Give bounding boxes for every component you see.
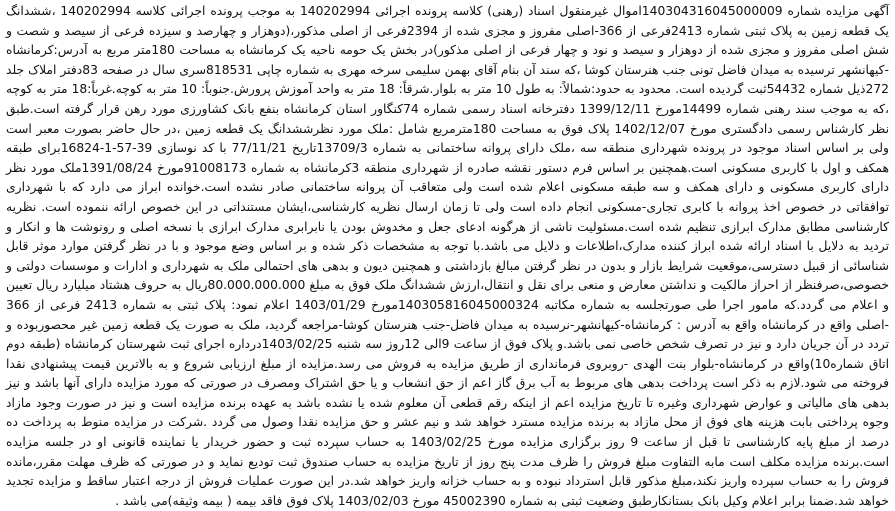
auction-notice-text: آگهی مزایده شماره 140304316045000009اموال غیرمنقول اسناد (رهنی) کلاسه پرونده اجرائی 140202994 به موجب پرونده اجرائی کلاسه 140202994 ،ششدانگ یک قطعه زمین به پلاک ثبتی شماره 2413فرعی از 366-اصلی مفروز و مجزی شده از 2394فرعی از اصلی مذکور،(دوهزار و چهارصد و سیزده فرعی از سیصد و شصت و شش اصلی مفروز و مجزی شده از دوهزار و سیصد و نود و چهار فرعی از اصلی مذکور)در بخش یک حومه ناحیه یک کرمانشاه به مساحت 180متر مربع به آدرس:کرمانشاه -کیهانشهر ترسیده به میدان فاضل تونی جنب هنرستان کوشا ،که سند آن بنام آقای بهمن سلیمی سرخه مهری به شماره چاپی 818531سری سال در صفحه 83دفتر املاک جلد 272ذیل شماره 54432ثبت گردیده است. محدود به حدود:شمالاً: به طول 10 متر به بلوار.شرقاً: 18 متر به واحد آموزش پرورش.جنوباً: 10 متر به کوچه.غرباً:18 متر به کوچه ،که به موجب سند رهنی شماره 14499مورخ 1399/12/11 دفترخانه اسناد رسمی شماره 74کنگاور استان کرمانشاه بنفع بانک کشاورزی مورد رهن قرار گرفته است.طبق نظر کارشناس رسمی دادگستری مورخ 1402/12/07 پلاک فوق به مساحت 180مترمربع شامل :ملک مورد نظرششدانگ یک قطعه زمین ،در حال حاضر بصورت معبر است ولی بر اساس اسناد موجود در پرونده شهرداری منطقه سه ،ملک دارای پروانه ساختمانی به شماره 13709/3تاریخ 77/11/21 با کد نوسازی 39-57-1-16824برای طبقه همکف و اول با کاربری مسکونی است.همچنین بر اساس فرم دستور نقشه صادره از شهرداری منطقه 3کرمانشاه به شماره 91008173مورخ 1391/08/24ملک مورد نظر دارای کاربری مسکونی و دارای همکف و سه طبقه مسکونی اعلام شده است ولی متعاقب آن پروانه ساختمانی صادر نشده است.خوانده ابراز می دارد که با شهرداری توافقاتی در خصوص اخذ پروانه با کابری تجاری-مسکونی انجام داده است ولی تا زمان ارسال نظریه کارشناسی،ایشان مستنداتی در این خصوص ارائه ننموده است. نظریه کارشناسی مطابق مدارک ابرازی تنظیم شده است.مسئولیت ناشی از هرگونه ادعای جعل و مخدوش بودن یا نابرابری مدارک ابرازی با نسخه اصلی و رونوشت ها و انکار و تردید به دلایل با اسناد ارائه شده ابراز کننده مدارک،اطلاعات و دلایل می باشد.با توجه به مشخصات ذکر شده و بر اساس وضع موجود و با در نظر گرفتن موارد موثر قابل شناسائی از قبیل دسترسی،موقعیت شرایط بازار و بدون در نظر گرفتن مبالغ بازداشتی و همچنین دیون و بدهی های احتمالی ملک به شهرداری و ادارات و موسسات دولتی و خصوصی،صرفنظر از احراز مالکیت و نداشتن معارض و منعی برای نقل و انتقال،ارزش ششدانگ ملک فوق به مبلغ 80.000.000.000ریال به حروف هشتاد میلیارد ریال تعیین و اعلام می گردد.که مامور اجرا طی صورتجلسه به شماره مکاتبه 140305816045000324مورخ 1403/01/29 اعلام نمود: پلاک ثبتی به شماره 2413 فرعی از 366 -اصلی واقع در کرمانشاه واقع به آدرس : کرمانشاه-کیهانشهر-نرسیده به میدان فاضل-جنب هنرستان کوشا-مراجعه گردید، ملک به صورت یک قطعه زمین غیر محصوربوده و تردد در آن جریان دارد و نیز در تصرف شخص خاصی نمی باشد.و پلاک فوق از ساعت 9الی 12روز سه شنبه 1403/02/25درداره اجرای ثبت شهرستان کرمانشاه (طبقه دوم اتاق شماره10)واقع در کرمانشاه-بلوار بنت الهدی -روبروی فرمانداری از طریق مزایده به فروش می رسد.مزایده از مبلغ ارزیابی شروع و به بالاترین قیمت پیشنهادی نقدا فروخته می شود.لازم به ذکر است پرداخت بدهی های مربوط به آب برق گاز اعم از حق انشعاب و یا حق اشتراک ومصرف در صورتی که مورد مزایده دارای آنها باشد و نیز بدهی های مالیاتی و عوارض شهرداری وغیره تا تاریخ مزایده اعم از اینکه رقم قطعی آن معلوم شده یا نشده باشد به عهده برنده مزایده است و نیز در صورت وجود مازاد وجوه پرداختی بابت هزینه های فوق از محل مازاد به برنده مزایده مسترد خواهد شد و نیم عشر و حق مزایده نقدا وصول می گردد .شرکت در مزایده منوط به پرداخت ده درصد از مبلغ پایه کارشناسی تا قبل از ساعت 9 روز برگزاری مزایده مورخ 1403/02/25 به حساب سپرده ثبت و حضور خریدار یا نماینده قانونی او در جلسه مزایده است.برنده مزایده مکلف است مابه التفاوت مبلغ فروش را ظرف مدت پنج روز از تاریخ مزایده به حساب صندوق ثبت تودیع نماید و در صورتی که ظرف مهلت مقرر،مانده فروش را به حساب سپرده واریز نکند،مبلغ مذکور قابل استرداد نبوده و به حساب خزانه واریز خواهد شد.در این صورت عملیات فروش از درجه اعتبار ساقط و مزایده تجدید خواهد شد.ضمنا برابر اعلام وکیل بانک بستانکارطبق وضعیت ثبتی به شماره 45002390 مورخ 1403/02/03 پلاک فوق فاقد بیمه ( بیمه وثیقه)می باشد . <box>6 4 890 508</box>
